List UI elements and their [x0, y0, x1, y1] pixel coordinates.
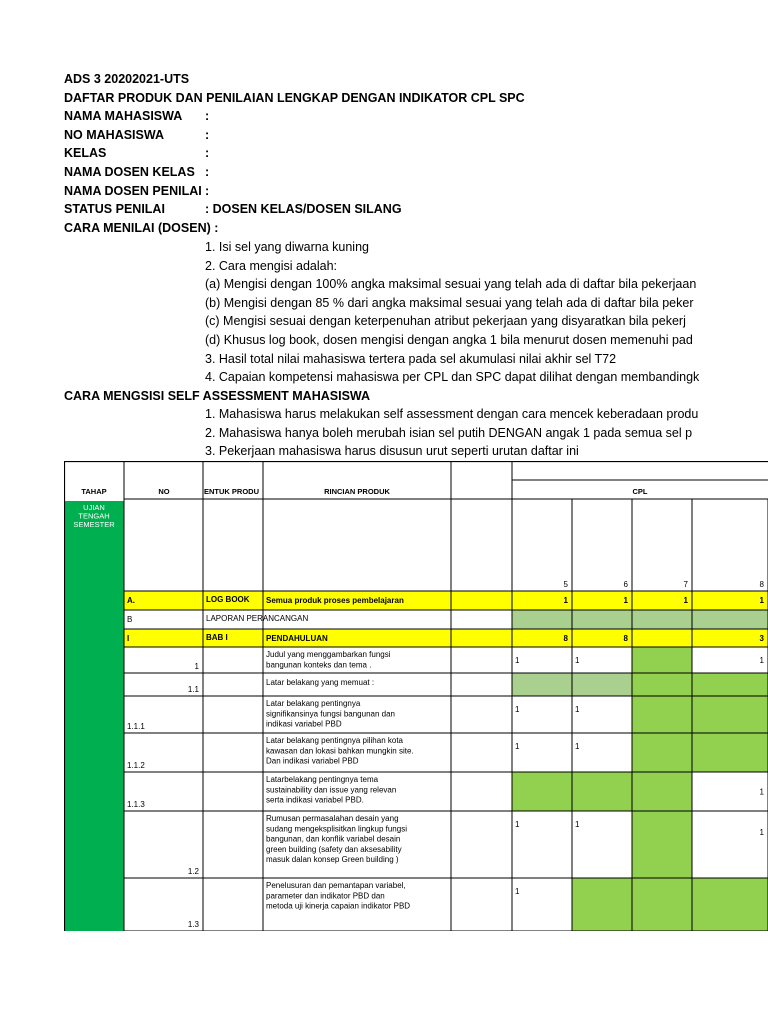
- cpl-cell-fill: [632, 772, 692, 811]
- row-rincian: indikasi variabel PBD: [266, 719, 342, 729]
- cpl-cell-value: 1: [515, 820, 520, 829]
- cara-menilai-item: 4. Capaian kompetensi mahasiswa per CPL dan SPC dapat dilihat dengan membandingk: [205, 370, 700, 385]
- row-number: A.: [127, 596, 135, 605]
- cpl-cell-fill: [632, 733, 692, 772]
- cara-mengisi-item: 3. Pekerjaan mahasiswa harus disusun urut seperti urutan daftar ini: [205, 444, 579, 459]
- cara-mengisi-heading: CARA MENGSISI SELF ASSESSMENT MAHASISWA: [64, 388, 371, 403]
- cara-menilai-item: (b) Mengisi dengan 85 % dari angka maksimal sesuai yang telah ada di daftar bila peker: [205, 295, 694, 310]
- cara-menilai-heading: CARA MENILAI (DOSEN) :: [64, 221, 219, 235]
- row-bentuk: BAB I: [206, 633, 228, 642]
- row-rincian: Penelusuran dan pemantapan variabel,: [266, 881, 406, 890]
- cpl-cell-value: 1: [759, 596, 764, 605]
- field-row: [64, 144, 764, 163]
- field-row: [64, 163, 764, 182]
- cpl-cell-value: 8: [563, 634, 568, 643]
- doc-title: DAFTAR PRODUK DAN PENILAIAN LENGKAP DENGAN INDIKATOR CPL SPC: [64, 90, 525, 105]
- cpl-cell-fill: [512, 610, 572, 629]
- field-row: [64, 182, 764, 201]
- row-number: 1.2: [187, 867, 199, 876]
- col-header-rincian: RINCIAN PRODUK: [324, 487, 390, 496]
- field-row: [64, 107, 764, 126]
- row-rincian: Dan indikasi variabel PBD: [266, 756, 359, 766]
- row-bentuk: LAPORAN PERANCANGAN: [206, 614, 309, 623]
- row-number: 1.3: [187, 920, 199, 929]
- field-value: :: [205, 183, 210, 198]
- row-rincian: signifikansinya fungsi bangunan dan: [266, 709, 395, 719]
- field-row: [64, 200, 764, 219]
- cpl-cell-fill: [572, 610, 632, 629]
- row-rincian: parameter dan indikator PBD dan: [266, 891, 385, 901]
- cara-mengisi-item: 1. Mahasiswa harus melakukan self assessment dengan cara mencek keberadaan produ: [205, 407, 699, 422]
- stage-label: TENGAH: [78, 511, 110, 521]
- cpl-cell-value: 8: [623, 634, 628, 643]
- cara-mengisi-item: 2. Mahasiswa hanya boleh merubah isian sel putih DENGAN angak 1 pada semua sel p: [205, 425, 693, 440]
- col-header-no: NO: [158, 487, 170, 496]
- row-rincian: Latar belakang pentingnya: [266, 699, 361, 708]
- cpl-cell-fill: [632, 610, 692, 629]
- cpl-cell-fill: [632, 673, 692, 696]
- cpl-cell-value: 3: [759, 634, 764, 643]
- cpl-cell-fill: [632, 696, 692, 733]
- field-label: NO MAHASISWA: [64, 127, 164, 142]
- stage-column: [64, 501, 124, 931]
- instructions-header: [64, 70, 768, 465]
- doc-code: ADS 3 20202021-UTS: [64, 72, 190, 86]
- field-label: STATUS PENILAI: [64, 202, 165, 217]
- row-rincian: Latar belakang yang memuat :: [266, 678, 375, 687]
- cpl-cell-fill: [632, 878, 692, 931]
- row-number: 1.1.3: [127, 800, 145, 809]
- cpl-cell-value: 1: [575, 705, 580, 714]
- cpl-cell-fill: [632, 811, 692, 878]
- field-value: :: [205, 109, 210, 124]
- row-rincian: PENDAHULUAN: [266, 634, 328, 643]
- col-header-cpl: CPL: [632, 487, 648, 496]
- cara-menilai-item: 1. Isi sel yang diwarna kuning: [205, 240, 369, 254]
- cara-menilai-item: (d) Khusus log book, dosen mengisi dengan angka 1 bila menurut dosen memenuhi pad: [205, 333, 693, 347]
- row-number: 1.1: [187, 685, 199, 694]
- cpl-cell-value: 1: [515, 887, 520, 896]
- cara-menilai-item: 3. Hasil total nilai mahasiswa tertera pada sel akumulasi nilai akhir sel T72: [205, 351, 617, 366]
- row-rincian: sudang mengeksplisitkan lingkup fungsi: [266, 824, 407, 834]
- field-label: NAMA MAHASISWA: [64, 109, 183, 124]
- cpl-cell-value: 1: [515, 705, 520, 714]
- cpl-cell-fill: [692, 696, 768, 733]
- row-rincian: bangunan konteks dan tema .: [266, 660, 372, 670]
- field-value: :: [205, 127, 210, 142]
- stage-label: UJIAN: [83, 503, 105, 512]
- row-rincian: Judul yang menggambarkan fungsi: [266, 650, 391, 659]
- cpl-cell-value: 1: [623, 596, 628, 605]
- field-value: :: [205, 146, 210, 161]
- row-rincian: sustainability dan issue yang relevan: [266, 785, 397, 795]
- field-value: :: [205, 165, 210, 179]
- field-label: NAMA DOSEN KELAS: [64, 165, 195, 179]
- cpl-cell-fill: [512, 673, 572, 696]
- row-rincian: Latarbelakang pentingnya tema: [266, 775, 379, 784]
- row-rincian: Latar belakang pentingnya pilihan kota: [266, 736, 403, 745]
- cpl-number: 6: [623, 580, 628, 589]
- cara-menilai-item: (c) Mengisi sesuai dengan keterpenuhan atribut pekerjaan yang disyaratkan bila pekerj: [205, 314, 686, 329]
- row-rincian: green building (safety dan aksesability: [266, 844, 402, 854]
- cpl-cell-fill: [692, 673, 768, 696]
- cpl-number: 8: [759, 580, 764, 589]
- cara-menilai-item: (a) Mengisi dengan 100% angka maksimal sesuai yang telah ada di daftar bila pekerjaan: [205, 277, 697, 292]
- row-number: 1.1.1: [127, 722, 145, 731]
- row-rincian: serta indikasi variabel PBD.: [266, 795, 364, 805]
- row-number: I: [127, 634, 130, 643]
- cpl-cell-value: 1: [563, 596, 568, 605]
- cpl-cell-fill: [632, 647, 692, 673]
- row-rincian: Rumusan permasalahan desain yang: [266, 814, 399, 823]
- field-row: [64, 126, 764, 145]
- cpl-cell-value: 1: [515, 656, 520, 665]
- row-number: 1: [194, 662, 199, 671]
- cpl-cell-value: 1: [515, 742, 520, 751]
- cpl-cell-fill: [692, 878, 768, 931]
- row-rincian: masuk dalan konsep Green building ): [266, 855, 399, 865]
- cpl-cell-fill: [572, 772, 632, 811]
- row-number: 1.1.2: [127, 761, 145, 770]
- row-rincian: metoda uji kinerja capaian indikator PBD: [266, 901, 411, 911]
- cpl-cell-fill: [572, 878, 632, 931]
- cpl-number: 7: [683, 580, 688, 589]
- cpl-cell-value: 1: [575, 656, 580, 665]
- col-header-bentuk: ENTUK PRODU: [204, 487, 260, 496]
- col-header-tahap: TAHAP: [81, 487, 107, 496]
- cpl-cell-value: 1: [759, 787, 764, 797]
- stage-label: SEMESTER: [73, 520, 115, 529]
- row-rincian: kawasan dan lokasi bahkan mungkin site.: [266, 746, 414, 756]
- cpl-cell-fill: [512, 772, 572, 811]
- cpl-cell-value: 1: [683, 596, 688, 605]
- field-label: NAMA DOSEN PENILAI: [64, 183, 202, 198]
- cpl-cell-fill: [572, 673, 632, 696]
- field-label: KELAS: [64, 146, 107, 161]
- cpl-cell-fill: [692, 610, 768, 629]
- assessment-table: [64, 461, 768, 931]
- row-bentuk: LOG BOOK: [206, 595, 250, 604]
- cpl-cell-value: 1: [759, 656, 764, 665]
- cpl-cell-fill: [692, 733, 768, 772]
- cpl-cell-value: 1: [575, 742, 580, 751]
- cpl-number: 5: [563, 580, 568, 589]
- cara-menilai-item: 2. Cara mengisi adalah:: [205, 258, 338, 273]
- row-rincian: bangunan, dan konflik variabel desain: [266, 834, 401, 844]
- row-rincian: Semua produk proses pembelajaran: [266, 596, 404, 605]
- field-value: : DOSEN KELAS/DOSEN SILANG: [205, 202, 402, 217]
- assessment-table-grid: [64, 461, 768, 931]
- cpl-cell-value: 1: [575, 820, 580, 829]
- row-number: B: [127, 615, 133, 624]
- cpl-cell-value: 1: [759, 828, 764, 837]
